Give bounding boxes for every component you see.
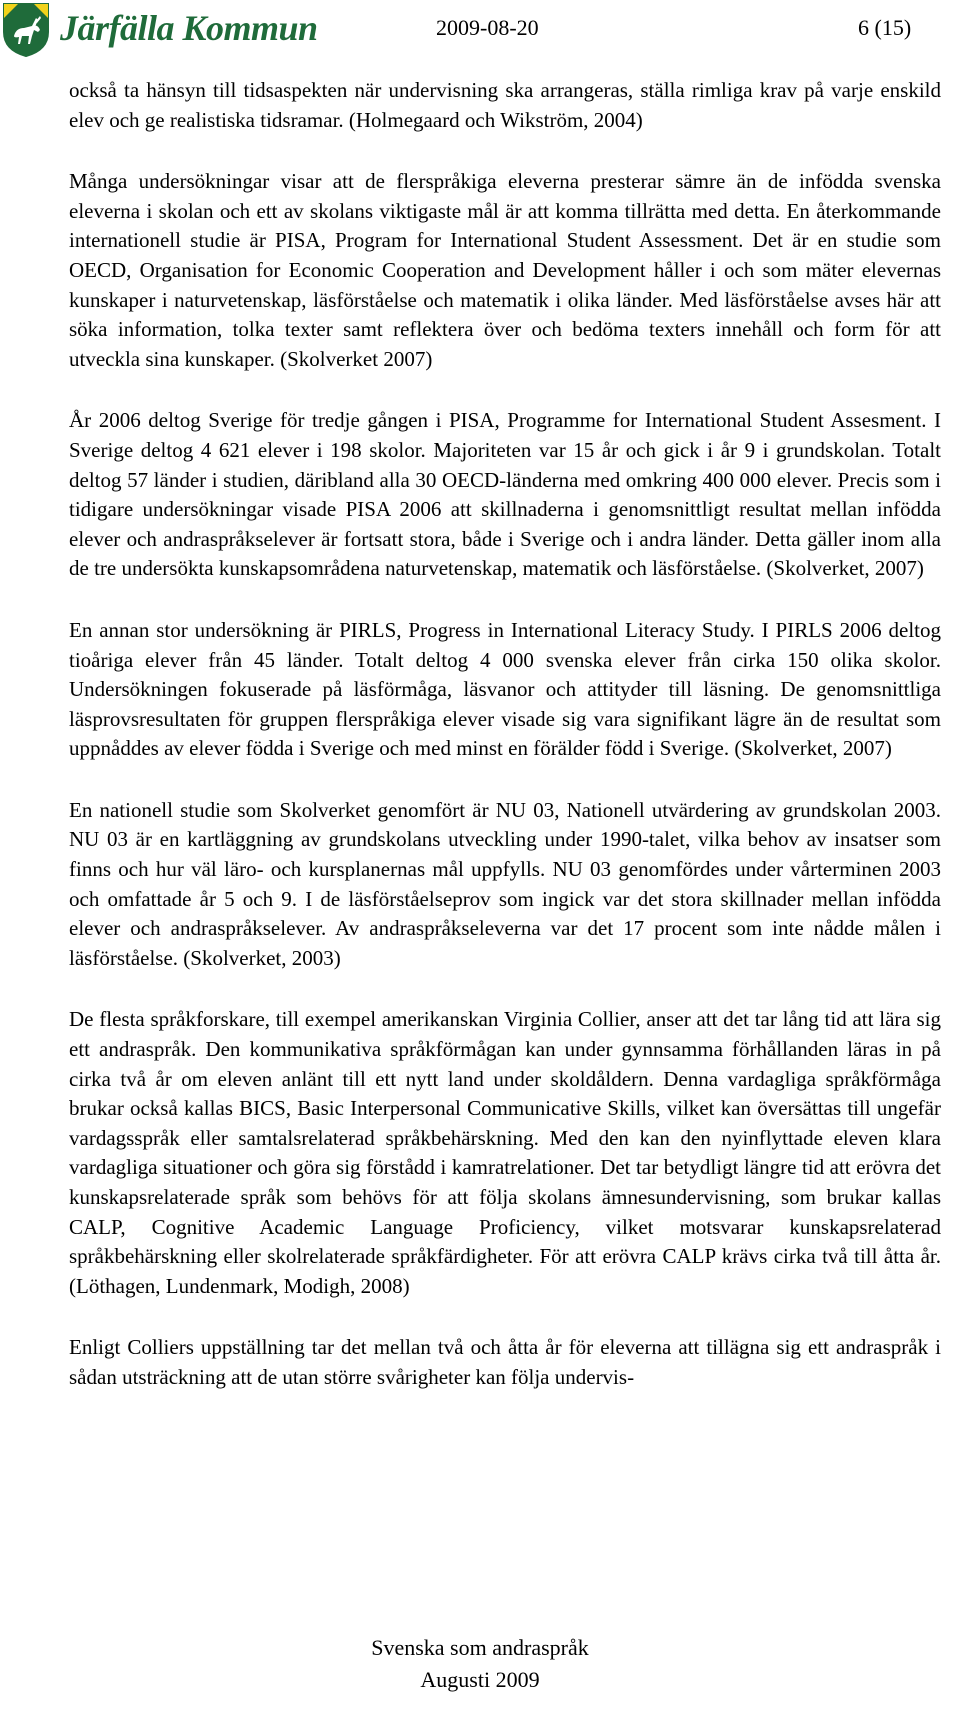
municipality-logo-text: Järfälla Kommun (60, 8, 318, 48)
document-body (69, 76, 941, 1425)
page-footer (0, 1632, 960, 1696)
paragraph: Enligt Colliers uppställning tar det mellan två och åtta år för eleverna att tillägna sig ett andraspråk i sådan utsträckning att de utan större svårigheter kan följa undervis- (69, 1335, 941, 1389)
paragraph: också ta hänsyn till tidsaspekten när undervisning ska arrangeras, ställa rimliga krav på varje enskild elev och ge realistiska tidsramar. (Holmegaard och Wikström, 2004) (69, 78, 941, 132)
paragraph: En nationell studie som Skolverket genomfört är NU 03, Nationell utvärdering av grundskolan 2003. NU 03 är en kartläggning av grundskolans utveckling under 1990-talet, vilka behov av insatser som finns och hur väl läro- och kursplanernas mål uppfylls. NU 03 genomfördes under vårterminen 2003 och omfattade år 5 och 9. I de läsförståelseprov som ingick var det stora skillnader mellan infödda elever och andraspråkselever. Av andraspråkseleverna var det 17 procent som inte nådde målen i läsförståelse. (Skolverket, 2003) (69, 797, 941, 970)
paragraph: De flesta språkforskare, till exempel amerikanskan Virginia Collier, anser att det tar lång tid att lära sig ett andraspråk. Den kommunikativa språkförmågan kan under gynnsamma förhållanden läras in på cirka två år om eleven anlänt till ett nytt land under skoldåldern. Denna vardagliga språkförmåga brukar också kallas BICS, Basic Interpersonal Communicative Skills, vilket kan översättas till ungefär vardagsspråk eller samtalsrelaterad språkbehärskning. Med den kan den nyinflyttade eleven klara vardagliga situationer och göra sig förstådd i kamratrelationer. Det tar betydligt längre tid att erövra det kunskapsrelaterade språk som behövs för att följa skolans ämnesundervisning, som brukar kallas CALP, Cognitive Academic Language Proficiency, vilket motsvarar kunskapsrelaterad språkbehärskning eller skolrelaterade språkfärdigheter. För att erövra CALP krävs cirka två till åtta år. (Löthagen, Lundenmark, Modigh, 2008) (69, 1007, 941, 1298)
page-number: 6 (15) (858, 15, 912, 40)
page-header (0, 0, 960, 62)
paragraph: En annan stor undersökning är PIRLS, Progress in International Literacy Study. I PIRLS 2006 deltog tioåriga elever från 45 länder. Totalt deltog 4 000 svenska elever från cirka 150 olika skolor. Undersökningen fokuserade på läsförmåga, läsvanor och attityder till läsning. De genomsnittliga läsprovsresultaten för gruppen flerspråkiga elever visade sig vara signifikant lägre än de resultat som uppnåddes av elever födda i Sverige och med minst en förälder född i Sverige. (Skolverket, 2007) (69, 617, 941, 761)
footer-title: Svenska som andraspråk (371, 1635, 589, 1660)
paragraph: Många undersökningar visar att de flerspråkiga eleverna presterar sämre än de infödda svenska eleverna i skolan och ett av skolans viktigaste mål är att komma tillrätta med detta. En återkommande internationell studie är PISA, Program for International Student Assessment. Det är en studie som OECD, Organisation for Economic Cooperation and Development håller i och som mäter elevernas kunskaper i naturvetenskap, läsförståelse och matematik i olika länder. Med läsförståelse avses här att söka information, tolka texter samt reflektera över och bedöma texters innehåll och form för att utveckla sina kunskaper. (Skolverket 2007) (69, 169, 941, 371)
document-date: 2009-08-20 (436, 15, 539, 40)
municipal-coat-of-arms-icon (2, 2, 50, 58)
footer-date: Augusti 2009 (420, 1667, 540, 1692)
paragraph: År 2006 deltog Sverige för tredje gången i PISA, Programme for International Student Assesment. I Sverige deltog 4 621 elever i 198 skolor. Majoriteten var 15 år och gick i år 9 i grundskolan. Totalt deltog 57 länder i studien, däribland alla 30 OECD-länderna med omkring 400 000 elever. Precis som i tidigare undersökningar visade PISA 2006 att skillnaderna i genomsnittligt resultat mellan infödda elever och andraspråkselever är fortsatt stora, både i Sverige och i andra länder. Detta gäller inom alla de tre undersökta kunskapsområdena naturvetenskap, matematik och läsförståelse. (Skolverket, 2007) (69, 408, 941, 581)
